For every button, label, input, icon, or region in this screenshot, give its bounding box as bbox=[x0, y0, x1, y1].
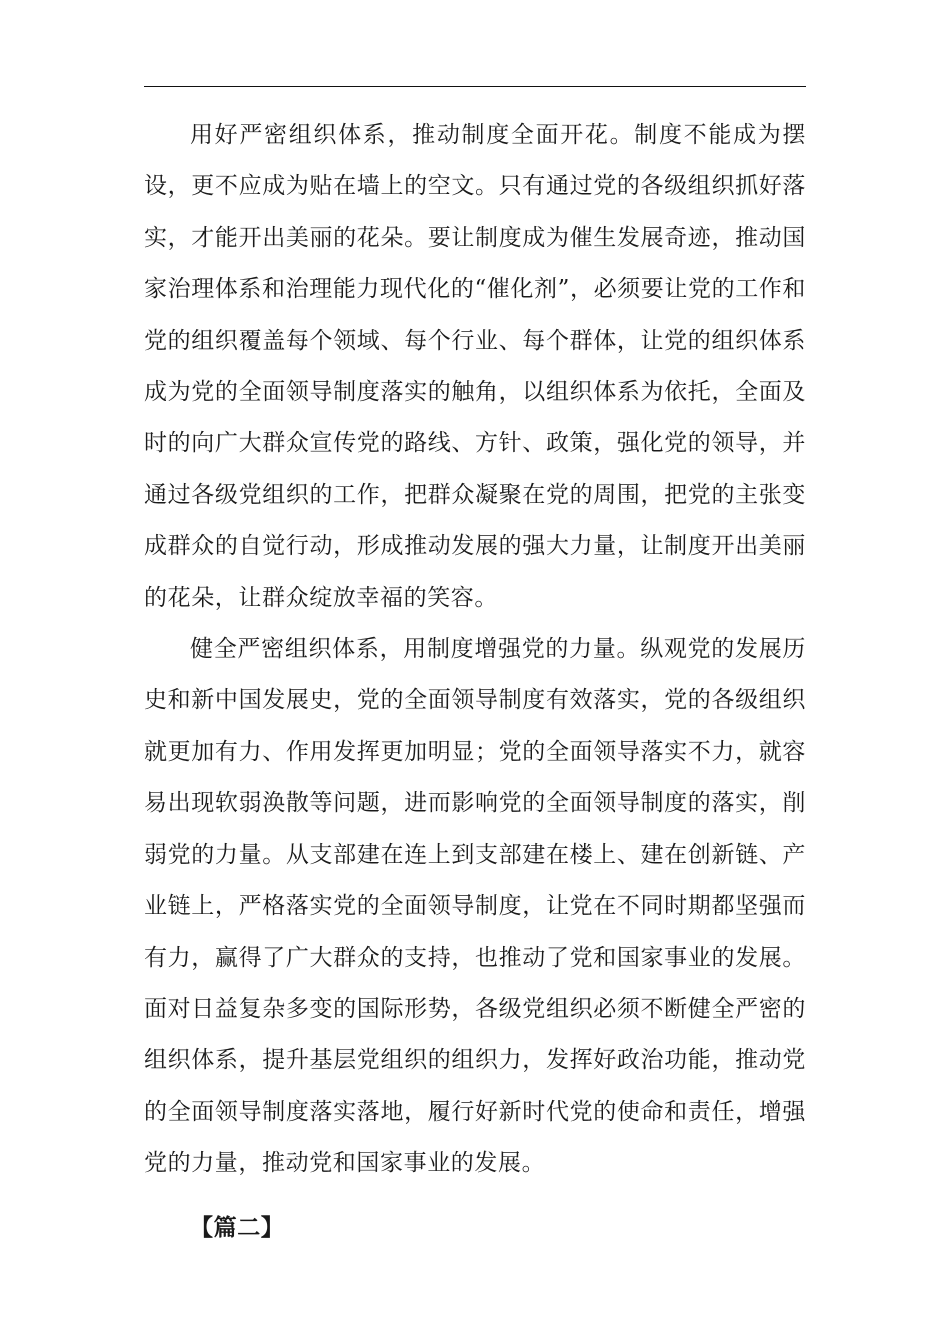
header-divider bbox=[144, 86, 806, 87]
paragraph-strengthen-party: 健全严密组织体系，用制度增强党的力量。纵观党的发展历史和新中国发展史，党的全面领导制度有效落实，党的各级组织就更加有力、作用发挥更加明显；党的全面领导落实不力，就容易出现软弱涣散等问题，进而影响党的全面领导制度的落实，削弱党的力量。从支部建在连上到支部建在楼上、建在创新链、产业链上，严格落实党的全面领导制度，让党在不同时期都坚强而有力，赢得了广大群众的支持，也推动了党和国家事业的发展。面对日益复杂多变的国际形势，各级党组织必须不断健全严密的组织体系，提升基层党组织的组织力，发挥好政治功能，推动党的全面领导制度落实落地，履行好新时代党的使命和责任，增强党的力量，推动党和国家事业的发展。 bbox=[144, 636, 806, 1177]
paragraph-organization-system: 用好严密组织体系，推动制度全面开花。制度不能成为摆设，更不应成为贴在墙上的空文。只有通过党的各级组织抓好落实，才能开出美丽的花朵。要让制度成为催生发展奇迹，推动国家治理体系和治理能力现代化的“催化剂”，必须要让党的工作和党的组织覆盖每个领域、每个行业、每个群体，让党的组织体系成为党的全面领导制度落实的触角，以组织体系为依托，全面及时的向广大群众宣传党的路线、方针、政策，强化党的领导，并通过各级党组织的工作，把群众凝聚在党的周围，把党的主张变成群众的自觉行动，形成推动发展的强大力量，让制度开出美丽的花朵，让群众绽放幸福的笑容。 bbox=[144, 122, 806, 611]
section-heading: 【篇二】 bbox=[190, 1213, 285, 1241]
document-body bbox=[144, 110, 806, 1253]
